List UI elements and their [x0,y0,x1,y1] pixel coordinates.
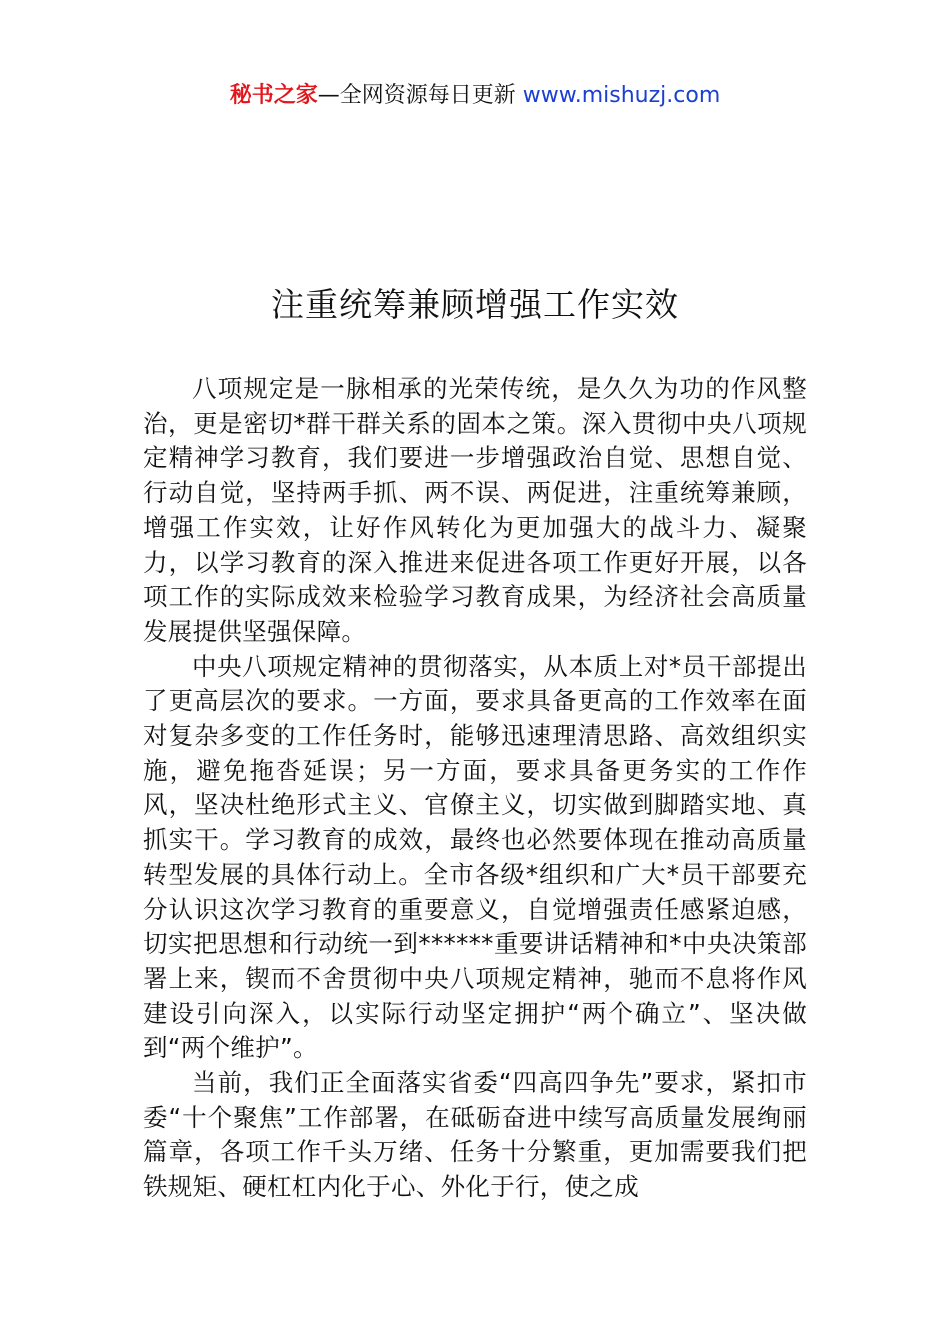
paragraph-3: 当前，我们正全面落实省委“四高四争先”要求，紧扣市委“十个聚焦”工作部署，在砥砺奋进中续写高质量发展绚丽篇章，各项工作千头万绪、任务十分繁重，更加需要我们把铁规矩、硬杠杠内化于心、外化于行，使之成 [143,1068,807,1202]
site-brand: 秘书之家 [229,83,318,108]
document-title: 注重统筹兼顾增强工作实效 [271,285,679,324]
document-body [143,372,807,1205]
paragraph-2: 中央八项规定精神的贯彻落实，从本质上对*员干部提出了更高层次的要求。一方面，要求具备更高的工作效率在面对复杂多变的工作任务时，能够迅速理清思路、高效组织实施，避免拖沓延误；另一方面，要求具备更务实的工作作风，坚决杜绝形式主义、官僚主义，切实做到脚踏实地、真抓实干。学习教育的成效，最终也必然要体现在推动高质量转型发展的具体行动上。全市各级*组织和广大*员干部要充分认识这次学习教育的重要意义，自觉增强责任感紧迫感，切实把思想和行动统一到******重要讲话精神和*中央决策部署上来，锲而不舍贯彻中央八项规定精神，驰而不息将作风建设引向深入，以实际行动坚定拥护“两个确立”、坚决做到“两个维护”。 [143,651,807,1063]
site-header [0,80,950,112]
site-tagline: —全网资源每日更新 [317,83,523,108]
paragraph-1: 八项规定是一脉相承的光荣传统，是久久为功的作风整治，更是密切*群干群关系的固本之策。深入贯彻中央八项规定精神学习教育，我们要进一步增强政治自觉、思想自觉、行动自觉，坚持两手抓、两不误、两促进，注重统筹兼顾，增强工作实效，让好作风转化为更加强大的战斗力、凝聚力，以学习教育的深入推进来促进各项工作更好开展，以各项工作的实际成效来检验学习教育成果，为经济社会高质量发展提供坚强保障。 [143,374,807,646]
site-url-link[interactable]: www.mishuzj.com [522,83,721,108]
